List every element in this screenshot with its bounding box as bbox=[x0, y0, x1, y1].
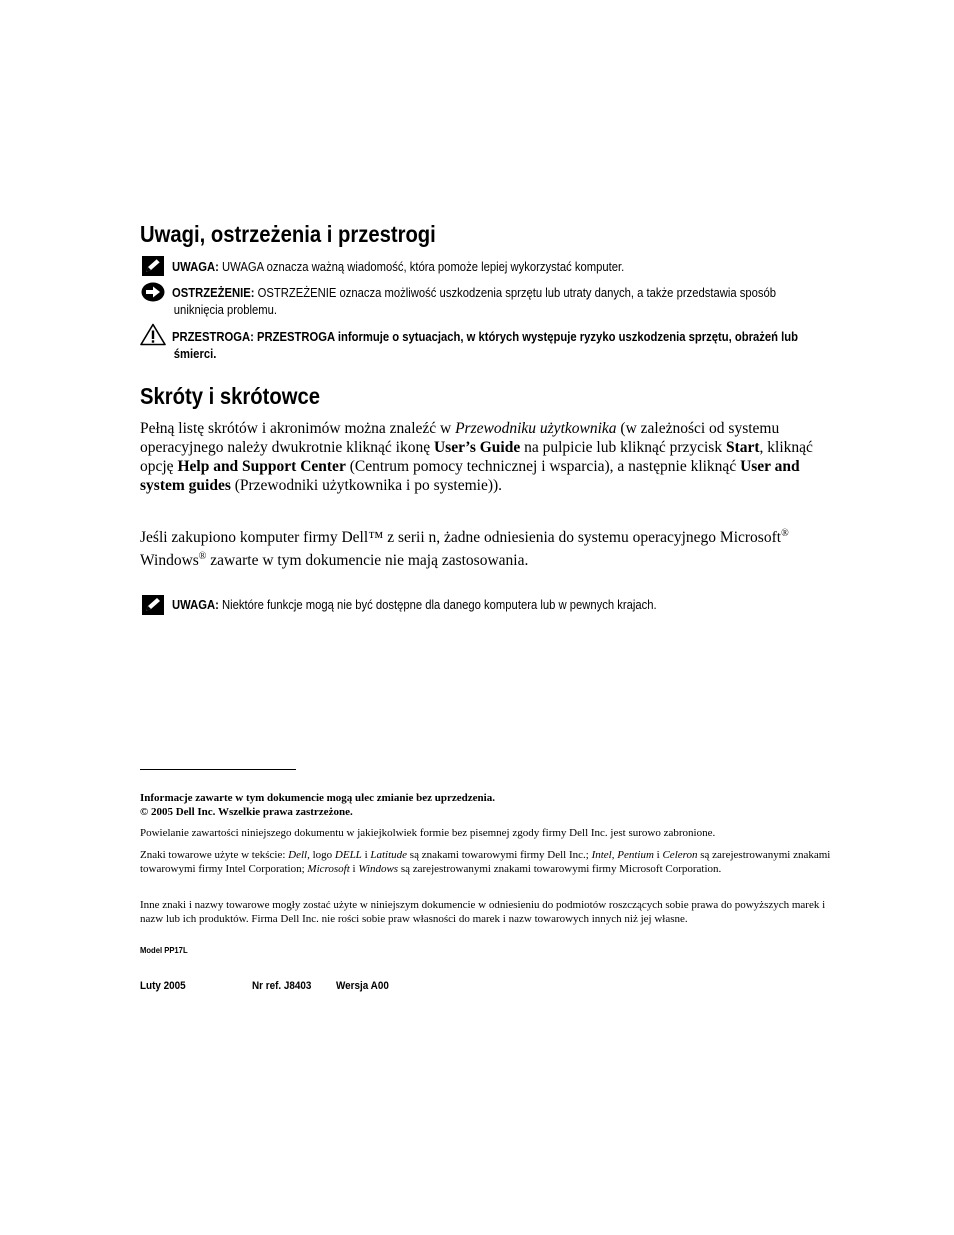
notice-text-cont: uniknięcia problemu. bbox=[173, 303, 277, 317]
notice-text: OSTRZEŻENIE oznacza możliwość uszkodzenia sprzętu lub utraty danych, a także przedstawia sposób bbox=[257, 286, 776, 300]
text-italic: Windows bbox=[358, 863, 399, 875]
legal-line-1: Informacje zawarte w tym dokumencie mogą ulec zmianie bez uprzedzenia. bbox=[140, 792, 495, 804]
text: , kliknąć opcję bbox=[140, 439, 813, 475]
text-bold: User’s Guide bbox=[433, 439, 521, 456]
text-bold: User and system guides bbox=[140, 458, 800, 494]
text: (Centrum pomocy technicznej i wsparcia), a następnie kliknąć bbox=[345, 458, 741, 475]
text-italic: Latitude bbox=[370, 849, 408, 861]
legal-line-2: © 2005 Dell Inc. Wszelkie prawa zastrzeżone. bbox=[140, 806, 353, 818]
text-bold: Start bbox=[725, 439, 760, 456]
text-italic: Intel bbox=[591, 849, 612, 861]
text-italic: Celeron bbox=[662, 849, 698, 861]
abbrev-paragraph-2 bbox=[140, 524, 840, 570]
abbrev-paragraph-1 bbox=[140, 419, 840, 495]
text: Wersja A00 bbox=[336, 980, 389, 992]
footer-version bbox=[336, 980, 389, 992]
registered-mark: ® bbox=[198, 551, 207, 563]
text: są zarejestrowanymi znakami towarowymi firmy Intel Corporation; bbox=[140, 849, 831, 875]
notice-arrow-icon bbox=[141, 282, 165, 307]
note-label: UWAGA: bbox=[172, 260, 219, 274]
note-uwaga bbox=[172, 259, 874, 276]
caution-text: PRZESTROGA informuje o sytuacjach, w których występuje ryzyko uszkodzenia sprzętu, obrażeń lub bbox=[257, 330, 798, 344]
text: , bbox=[611, 849, 618, 861]
text: i bbox=[349, 863, 359, 875]
legal-paragraph-2 bbox=[140, 848, 845, 876]
text-italic: Pentium bbox=[617, 849, 654, 861]
text: (Przewodniki użytkownika i po systemie)). bbox=[230, 477, 503, 494]
text: na pulpicie lub kliknąć przycisk bbox=[520, 439, 726, 456]
note-text: UWAGA oznacza ważną wiadomość, która pomoże lepiej wykorzystać komputer. bbox=[222, 260, 625, 274]
footer-date bbox=[140, 980, 186, 992]
text: Jeśli zakupiono komputer firmy Dell™ z serii n, żadne odniesienia do systemu operacyjnego Microsoft bbox=[140, 529, 782, 547]
text: zawarte w tym dokumencie nie mają zastosowania. bbox=[206, 552, 529, 570]
text: Powielanie zawartości niniejszego dokumentu w jakiejkolwiek formie bez pisemnej zgody firmy Dell Inc. jest surowo zabronione. bbox=[140, 827, 716, 839]
text: Windows bbox=[140, 552, 199, 570]
text-italic: Microsoft bbox=[307, 863, 350, 875]
text: i bbox=[653, 849, 663, 861]
note-uwaga-2 bbox=[172, 597, 874, 614]
legal-header bbox=[140, 791, 845, 819]
note-pencil-icon bbox=[142, 595, 164, 620]
caution-triangle-icon bbox=[140, 323, 166, 351]
text: (w zależności od systemu operacyjnego należy dwukrotnie kliknąć ikonę bbox=[140, 420, 780, 456]
heading: Uwagi, ostrzeżenia i przestrogi bbox=[140, 221, 436, 247]
caution-label: PRZESTROGA: bbox=[172, 330, 254, 344]
notice-label: OSTRZEŻENIE: bbox=[172, 286, 255, 300]
registered-mark: ® bbox=[781, 528, 789, 539]
text: są zarejestrowanymi znakami towarowymi firmy Microsoft Corporation. bbox=[398, 863, 722, 875]
legal-paragraph-3 bbox=[140, 898, 845, 926]
caution-przestroga bbox=[172, 329, 874, 363]
legal-paragraph-1 bbox=[140, 826, 845, 840]
model-number bbox=[140, 945, 188, 955]
text: Pełną listę skrótów i akronimów można znaleźć w bbox=[140, 420, 456, 437]
text: Nr ref. J8403 bbox=[252, 980, 312, 992]
text: Model PP17L bbox=[140, 945, 188, 955]
footer-ref bbox=[252, 980, 311, 992]
note-pencil-icon bbox=[142, 256, 164, 281]
heading: Skróty i skrótowce bbox=[140, 383, 320, 409]
note-label: UWAGA: bbox=[172, 598, 219, 612]
section-title-abbrev bbox=[140, 383, 345, 410]
footnote-divider bbox=[140, 769, 296, 770]
text: Inne znaki i nazwy towarowe mogły zostać użyte w niniejszym dokumencie w odniesieniu do podmiotów roszczących sobie prawa do powyższych marek i nazw lub ich produktów. Firma Dell Inc. nie rości sobie praw własności do marek i nazw towarowych innych niż jej własne. bbox=[140, 899, 826, 925]
text: i bbox=[361, 849, 371, 861]
note-text: Niektóre funkcje mogą nie być dostępne dla danego komputera lub w pewnych krajach. bbox=[222, 598, 657, 612]
text: są znakami towarowymi firmy Dell Inc.; bbox=[407, 849, 592, 861]
text-italic: Przewodniku użytkownika bbox=[455, 420, 617, 437]
text: Luty 2005 bbox=[140, 980, 186, 992]
caution-text-cont: śmierci. bbox=[173, 347, 217, 361]
text: , logo bbox=[307, 849, 335, 861]
text-italic: Dell bbox=[288, 849, 308, 861]
section-title-notes bbox=[140, 221, 476, 248]
text-italic: DELL bbox=[334, 849, 362, 861]
notice-ostrzezenie bbox=[172, 285, 874, 319]
text-bold: Help and Support Center bbox=[177, 458, 346, 475]
text: Znaki towarowe użyte w tekście: bbox=[140, 849, 289, 861]
